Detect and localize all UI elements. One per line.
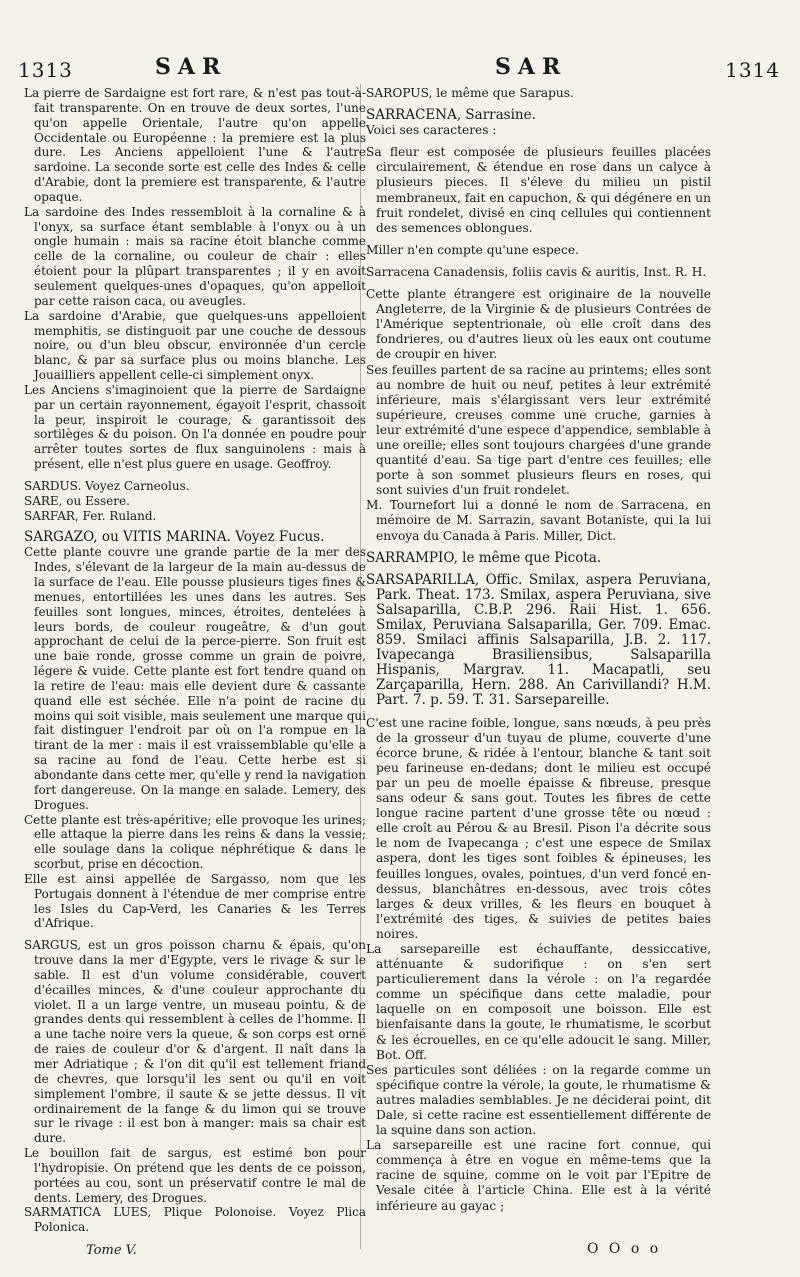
entry-paragraph: Miller n'en compte qu'une espece. bbox=[366, 242, 579, 257]
entry-spacer bbox=[24, 472, 366, 479]
entry-paragraph: Sarracena Canadensis, foliis cavis & auritis, Inst. R. H. bbox=[366, 264, 707, 279]
right-column bbox=[366, 86, 711, 1214]
left-column bbox=[24, 86, 366, 1235]
entry-paragraph: La sarsepareille est une racine fort connue, qui commença à être en vogue en même-tems que la racine de squine, comme on le voit par l'Epitre de Vesale citée à l'article China. Elle est à la vérité inférieure au gayac ; bbox=[366, 1138, 711, 1213]
entry-paragraph: SARE, ou Essere. bbox=[24, 493, 130, 508]
entry-paragraph: C'est une racine foible, longue, sans nœuds, à peu près de la grosseur d'un tuyau de plume, couverte d'une écorce brune, & ridée à l'entour, blanche & tant soit peu farineuse en-dedans; dont le milieu est occupé par un peu de moelle épaisse & fibreuse, presque sans odeur & sans gout. Toutes les fibres de cette longue racine partent d'une grosse tête ou nœud : elle croît au Pérou & au Bresil. Pison l'a décrite sous le nom de Ivapecanga ; c'est une espece de Smilax aspera, dont les tiges sont foibles & épineuses, les feuilles longues, ovales, pointues, d'un verd foncé en-dessus, blanchâtres en-dessous, avec trois côtes larges & deux vrilles, & les fleurs en bouquet à l'extrémité des tiges, & suivies de petites baies noires. bbox=[366, 715, 711, 941]
entry-paragraph: Voici ses caracteres : bbox=[366, 123, 497, 138]
entry-paragraph: Les Anciens s'imaginoient que la pierre de Sardaigne par un certain rayonnement, égayoit l'esprit, chassoit la peur, inspiroit le courage, & garantissoit des sortilèges & du poison. On l'a donnée en poudre pour arrêter toutes sortes de flux sanguinolens : mais à présent, elle n'est plus guere en usage. Geoffroy. bbox=[24, 382, 366, 472]
entry-paragraph: SARMATICA LUES, Plique Polonoise. Voyez Plica Polonica. bbox=[24, 1205, 366, 1235]
entry-spacer bbox=[24, 931, 366, 938]
entry-spacer bbox=[366, 709, 711, 716]
entry-paragraph: La sardoine des Indes ressembloit à la cornaline & à l'onyx, sa surface étant semblable à l'onyx ou à un ongle humain : mais sa racine étoit blanche comme celle de la cornaline, ou couleur de chair : elles étoient pour la plûpart transparentes ; il y en avoit seulement quelques-unes d'opaques, qu'on appelloit par cette raison caca, ou aveugles. bbox=[24, 204, 366, 308]
entry-paragraph: La sarsepareille est échauffante, dessiccative, atténuante & sudorifique : on s'en sert particulierement dans la vérole : on l'a regardée comme un spécifique dans cette maladie, pour laquelle on en composoit une boisson. Elle est bienfaisante dans la goute, le rhumatisme, le scorbut & les écrouelles, en ce qu'elle adoucit le sang. Miller, Bot. Off. bbox=[366, 941, 711, 1062]
entry-paragraph: M. Tournefort lui a donné le nom de Sarracena, en mémoire de M. Sarrazin, savant Botaniste, qui la lui envoya du Canada à Paris. Miller, Dict. bbox=[366, 498, 711, 543]
entry-paragraph: La sardoine d'Arabie, que quelques-uns appelloient memphitis, se distinguoit par une couche de dessous noire, ou d'un bleu obscur, environnée d'un cercle blanc, & par sa surface plus ou moins blanche. Les Jouailliers appellent celle-ci simplement onyx. bbox=[24, 308, 366, 383]
entry-paragraph: Cette plante étrangere est originaire de la nouvelle Angleterre, de la Virginie & de plusieurs Contrées de l'Amérique septentrionale, où elle croît dans des fondrieres, ou d'autres lieux où les eaux ont coutume de croupir en hiver. bbox=[366, 287, 711, 362]
entry-headword: SARRAMPIO, le même que Picota. bbox=[366, 549, 602, 566]
entry-paragraph: SAROPUS, le même que Sarapus. bbox=[366, 86, 574, 100]
entry-paragraph: Le bouillon fait de sargus, est estimé bon pour l'hydropisie. On prétend que les dents de ce poisson, portées au cou, sont un préservatif contre le mal de dents. Lemery, des Drogues. bbox=[24, 1146, 366, 1205]
volume-signature: Tome V. bbox=[86, 1243, 137, 1258]
entry-paragraph: Cette plante est très-apéritive; elle provoque les urines; elle attaque la pierre dans les reins & dans la vessie; elle soulage dans la colique néphrétique & dans le scorbut, prise en décoction. bbox=[24, 812, 366, 872]
entry-paragraph: Ses particules sont déliées : on la regarde comme un spécifique contre la vérole, la goute, le rhumatisme & autres maladies semblables. Je ne déciderai point, dit Dale, si cette racine est essentiellement différente de la squine dans son action. bbox=[366, 1062, 711, 1138]
entry-paragraph: Ses feuilles partent de sa racine au printems; elles sont au nombre de huit ou neuf, petites à leur extrémité inférieure, mais s'élargissant vers leur extrémité supérieure, creuses comme une cruche, garnies à leur extrémité d'une espece d'appendice, semblable à une oreille; elles sont toujours chargées d'une grande quantité d'eau. Sa tige part d'entre ces feuilles; elle porte à son sommet plusieurs fleurs en roses, qui sont suivies d'un fruit rondelet. bbox=[366, 362, 711, 498]
entry-paragraph: La pierre de Sardaigne est fort rare, & n'est pas tout-à-fait transparente. On en trouve de deux sortes, l'une qu'on appelle Orientale, l'autre qu'on appelle Occidentale ou Européenne : la premiere est la plus dure. Les Anciens appelloient l'une & l'autre sardoine. La seconde sorte est celle des Indes & celle d'Arabie, dont la premiere est transparente, & l'autre opaque. bbox=[24, 86, 366, 204]
gathering-mark: O O o o bbox=[587, 1241, 662, 1257]
running-head-right: SAR bbox=[495, 54, 568, 80]
entry-paragraph: SARFAR, Fer. Ruland. bbox=[24, 508, 157, 523]
entry-spacer bbox=[366, 138, 711, 145]
entry-spacer bbox=[366, 258, 711, 265]
page-number-right: 1314 bbox=[725, 58, 780, 82]
entry-paragraph: Sa fleur est composée de plusieurs feuilles placées circulairement, & étendue en rose dans un calyce à plusieurs pieces. Il s'éleve du milieu un pistil membraneux, fait en capuchon, & qui dégénere en un fruit rondelet, divisé en cinq cellules qui contiennent des semences oblongues. bbox=[366, 145, 711, 235]
entry-headword: SARSAPARILLA, Offic. Smilax, aspera Peruviana, Park. Theat. 173. Smilax, aspera Peruviana, sive Salsaparilla, C.B.P. 296. Raii Hist. 1. 656. Smilax, Peruviana Salsaparilla, Ger. 709. Emac. 859. Smilaci affinis Salsaparilla, J.B. 2. 117. Ivapecanga Brasiliensibus, Salsaparilla Hispanis, Margrav. 11. Macapatli, seu Zarçaparilla, Hern. 288. An Carivillandi? H.M. Part. 7. p. 59. T. 31. Sarsepareille. bbox=[366, 571, 711, 709]
entry-paragraph: Cette plante couvre une grande partie de la mer des Indes, s'élevant de la largeur de la main au-dessus de la surface de l'eau. Elle pousse plusieurs tiges fines & menues, entortillées les unes dans les autres. Ses feuilles sont longues, minces, étroites, dentelées à leurs bords, de couleur rougeâtre, & d'un gout approchant de celui de la perce-pierre. Son fruit est une baie ronde, grosse comme un grain de poivre, légere & vuide. Cette plante est fort tendre quand on la retire de l'eau: mais elle devient dure & cassante quand elle est séchée. Elle n'a point de racine du moins qui soit visible, mais seulement une marque qui fait distinguer l'endroit par où on l'a rompue en la tirant de la mer : mais il est vraissemblable qu'elle a sa racine au fond de l'eau. Cette herbe est si abondante dans cette mer, qu'elle y rend la navigation fort dangereuse. On la mange en salade. Lemery, des Drogues. bbox=[24, 545, 366, 812]
entry-spacer bbox=[366, 280, 711, 287]
entry-headword: SARGAZO, ou VITIS MARINA. Voyez Fucus. bbox=[24, 529, 325, 546]
entry-paragraph: SARDUS. Voyez Carneolus. bbox=[24, 478, 190, 493]
entry-paragraph: SARGUS, est un gros poisson charnu & épais, qu'on trouve dans la mer d'Egypte, vers le rivage & sur le sable. Il est d'un volume considérable, couvert d'écailles minces, & d'une couleur approchante du violet. Il a un large ventre, un museau pointu, & de grandes dents qui ressemblent à celles de l'homme. Il a une tache noire vers la queue, & son corps est orné de raies de couleur d'or & d'argent. Il naît dans la mer Adriatique ; & l'on dit qu'il est tellement friand de chevres, que lorsqu'il les sent ou qu'il en voit simplement l'ombre, il saute & se jette dessus. Il vit ordinairement de la fange & du limon qui se trouve sur le rivage : il est bon à manger: mais sa chair est dure. bbox=[24, 938, 366, 1146]
entry-paragraph: Elle est ainsi appellée de Sargasso, nom que les Portugais donnent à l'étendue de mer comprise entre les Isles du Cap-Verd, les Canaries & les Terres d'Afrique. bbox=[24, 871, 366, 931]
page-number-left: 1313 bbox=[18, 58, 73, 82]
entry-spacer bbox=[366, 236, 711, 243]
running-head-left: SAR bbox=[155, 54, 228, 80]
entry-headword: SARRACENA, Sarrasine. bbox=[366, 107, 536, 124]
